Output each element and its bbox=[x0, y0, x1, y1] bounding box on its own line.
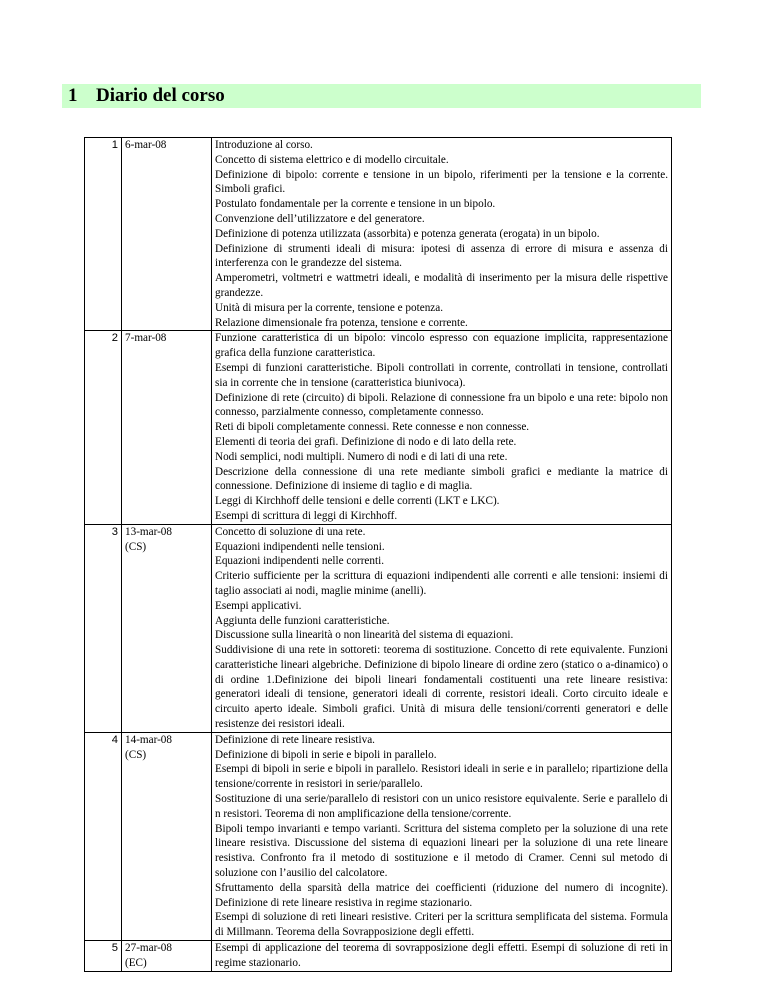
topic-line: Definizione di rete lineare resistiva. bbox=[215, 733, 375, 746]
section-number: 1 bbox=[68, 85, 78, 106]
topic-line: Elementi di teoria dei grafi. Definizione di nodo e di lato della rete. bbox=[215, 435, 517, 448]
lesson-number: 5 bbox=[85, 941, 122, 972]
lesson-date bbox=[122, 524, 212, 732]
topic-line: Introduzione al corso. bbox=[215, 139, 313, 151]
lesson-number: 2 bbox=[85, 331, 122, 524]
lesson-topics bbox=[212, 732, 672, 940]
topic-line: Postulato fondamentale per la corrente e tensione in un bipolo. bbox=[215, 198, 496, 211]
topic-line: Funzione caratteristica di un bipolo: vincolo espresso con equazione implicita, rappresentazione grafica della funzione caratteristica. bbox=[215, 332, 668, 360]
lesson-row bbox=[85, 732, 672, 940]
topic-line: Sfruttamento della sparsità della matrice dei coefficienti (riduzione del numero di incognite). Definizione di rete lineare resistiva in regime stazionario. bbox=[215, 881, 668, 909]
lesson-row bbox=[85, 138, 672, 331]
topic-line: Definizione di strumenti ideali di misura: ipotesi di assenza di errore di misura e assenza di interferenza con le grandezze del sistema. bbox=[215, 242, 668, 270]
topic-line: Esempi applicativi. bbox=[215, 599, 302, 612]
topic-line: Unità di misura per la corrente, tensione e potenza. bbox=[215, 301, 444, 314]
topic-line: Discussione sulla linearità o non linearità del sistema di equazioni. bbox=[215, 629, 514, 642]
lesson-topics bbox=[212, 138, 672, 331]
topic-line: Aggiunta delle funzioni caratteristiche. bbox=[215, 614, 390, 627]
lesson-type-tag: (CS) bbox=[125, 540, 147, 553]
topic-line: Concetto di soluzione di una rete. bbox=[215, 525, 366, 538]
lesson-row bbox=[85, 941, 672, 972]
topic-line: Definizione di bipoli in serie e bipoli in parallelo. bbox=[215, 748, 437, 761]
section-title: Diario del corso bbox=[96, 85, 225, 106]
lesson-type-tag: (EC) bbox=[125, 956, 147, 969]
lesson-row bbox=[85, 331, 672, 524]
topic-line: Convenzione dell’utilizzatore e del generatore. bbox=[215, 212, 425, 225]
topic-line: Esempi di applicazione del teorema di sovrapposizione degli effetti. Esempi di soluzione di reti in regime stazionario. bbox=[215, 942, 668, 969]
lesson-date-text: 27-mar-08 bbox=[125, 942, 172, 955]
lesson-type-tag: (CS) bbox=[125, 748, 147, 761]
lesson-date bbox=[122, 941, 212, 972]
lesson-number: 4 bbox=[85, 732, 122, 940]
lesson-topics bbox=[212, 524, 672, 732]
lesson-date-text: 7-mar-08 bbox=[125, 332, 167, 345]
topic-line: Esempi di scrittura di leggi di Kirchhoff. bbox=[215, 509, 398, 522]
topic-line: Reti di bipoli completamente connessi. Rete connesse e non connesse. bbox=[215, 421, 530, 434]
topic-line: Bipoli tempo invarianti e tempo varianti. Scrittura del sistema completo per la soluzione di una rete lineare resistiva. Discussione del sistema di equazioni lineari per la soluzione di una rete lineare resistiva. Confronto fra il metodo di sostituzione e il metodo di Cramer. Cenni sul metodo di soluzione con l’ausilio del calcolatore. bbox=[215, 822, 668, 880]
topic-line: Suddivisione di una rete in sottoreti: teorema di sostituzione. Concetto di rete equivalente. Funzioni caratteristiche lineari algebriche. Definizione di bipolo lineare di ordine zero (statico o a-dinamico) o di ordine 1.Definizione dei bipoli lineari fondamentali costituenti una rete lineare resistiva: generatori ideali di tensione, generatori ideali di corrente, resistori ideali. Corto circuito ideale e circuito aperto ideale. Simboli grafici. Unità di misura delle tensioni/correnti generatori e delle resistenze dei resistori ideali. bbox=[215, 644, 668, 731]
topic-line: Relazione dimensionale fra potenza, tensione e corrente. bbox=[215, 316, 468, 329]
topic-line: Definizione di bipolo: corrente e tensione in un bipolo, riferimenti per la tensione e la corrente. Simboli grafici. bbox=[215, 168, 668, 196]
lesson-topics bbox=[212, 941, 672, 972]
lesson-number: 3 bbox=[85, 524, 122, 732]
lesson-date bbox=[122, 138, 212, 331]
topic-line: Criterio sufficiente per la scrittura di equazioni indipendenti alle correnti e alle tensioni: insiemi di taglio associati ai nodi, maglie minime (anelli). bbox=[215, 570, 668, 597]
topic-line: Leggi di Kirchhoff delle tensioni e delle correnti (LKT e LKC). bbox=[215, 495, 500, 508]
topic-line: Amperometri, voltmetri e wattmetri ideali, e modalità di inserimento per la misura delle rispettive grandezze. bbox=[215, 272, 668, 299]
topic-line: Definizione di rete (circuito) di bipoli. Relazione di connessione fra un bipolo e una rete: bipolo non connesso, parzialmente connesso, completamente connesso. bbox=[215, 391, 668, 419]
lesson-date-text: 6-mar-08 bbox=[125, 139, 167, 151]
topic-line: Esempi di bipoli in serie e bipoli in parallelo. Resistori ideali in serie e in parallelo; ripartizione della tensione/corrente in resistori in serie/parallelo. bbox=[215, 763, 668, 791]
lesson-row bbox=[85, 524, 672, 732]
section-heading bbox=[62, 84, 701, 108]
lesson-date bbox=[122, 331, 212, 524]
topic-line: Nodi semplici, nodi multipli. Numero di nodi e di lati di una rete. bbox=[215, 450, 508, 463]
topic-line: Descrizione della connessione di una rete mediante simboli grafici e mediante la matrice di connessione. Definizione di insieme di taglio e di maglia. bbox=[215, 465, 668, 493]
topic-line: Concetto di sistema elettrico e di modello circuitale. bbox=[215, 153, 449, 166]
topic-line: Sostituzione di una serie/parallelo di resistori con un unico resistore equivalente. Serie e parallelo di n resistori. Teorema di non amplificazione della tensione/corrente. bbox=[215, 793, 668, 820]
lesson-topics bbox=[212, 331, 672, 524]
topic-line: Equazioni indipendenti nelle correnti. bbox=[215, 555, 384, 568]
lesson-date-text: 13-mar-08 bbox=[125, 525, 172, 538]
lesson-date bbox=[122, 732, 212, 940]
lesson-number: 1 bbox=[85, 138, 122, 331]
topic-line: Definizione di potenza utilizzata (assorbita) e potenza generata (erogata) in un bipolo. bbox=[215, 227, 600, 240]
topic-line: Esempi di funzioni caratteristiche. Bipoli controllati in corrente, controllati in tensione, controllati sia in corrente che in tensione (caratteristica biunivoca). bbox=[215, 361, 668, 389]
lesson-date-text: 14-mar-08 bbox=[125, 733, 172, 746]
topic-line: Equazioni indipendenti nelle tensioni. bbox=[215, 540, 385, 553]
topic-line: Esempi di soluzione di reti lineari resistive. Criteri per la scrittura semplificata del sistema. Formula di Millmann. Teorema della Sovrapposizione degli effetti. bbox=[215, 911, 668, 939]
course-diary-table bbox=[84, 137, 672, 972]
